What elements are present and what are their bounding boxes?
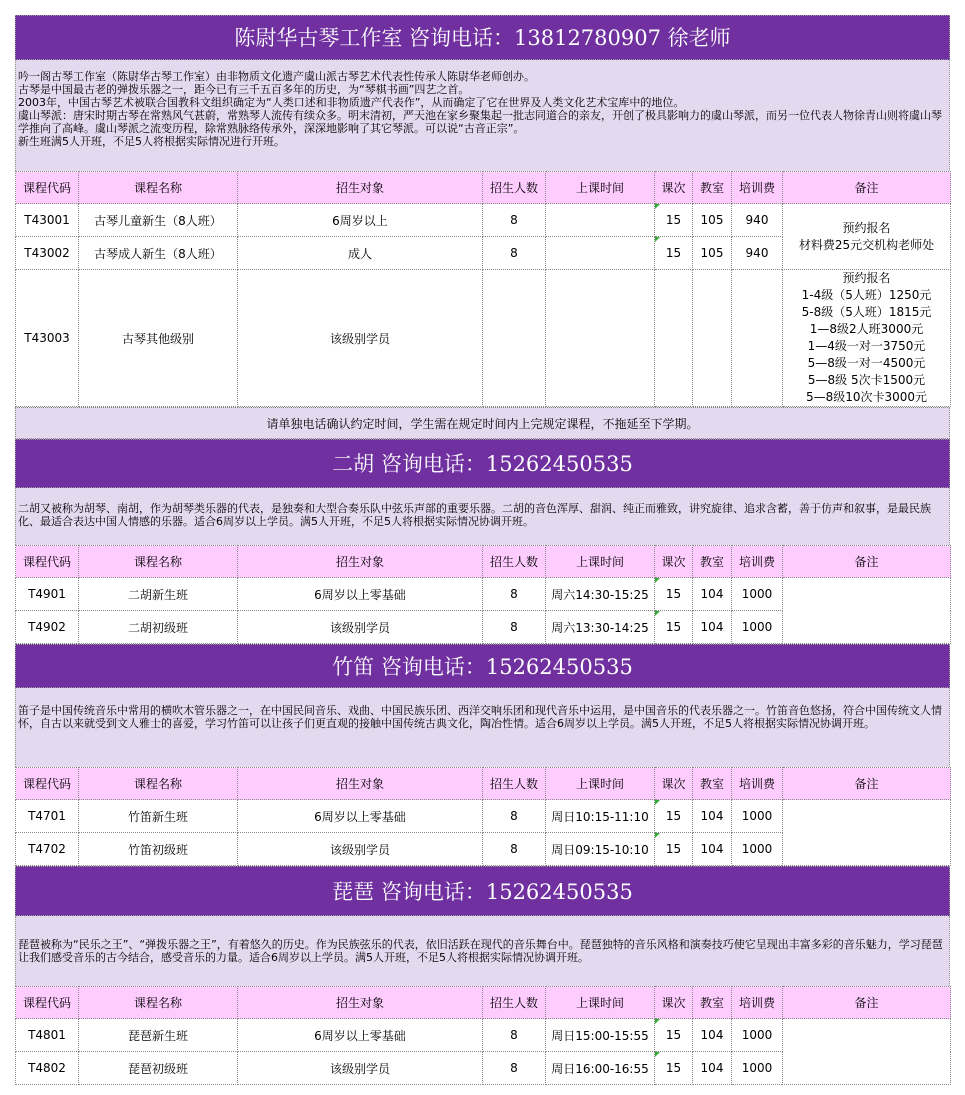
note-line: 预约报名: [842, 220, 891, 235]
course-note: [783, 204, 951, 270]
header-room: 教室: [693, 172, 732, 204]
guqin-course-table: [15, 171, 951, 407]
course-sessions: 15: [655, 611, 693, 644]
course-name: 竹笛初级班: [79, 833, 238, 866]
dizi-intro: [15, 688, 950, 767]
guqin-section: [15, 15, 950, 439]
course-code: T43003: [16, 270, 79, 407]
header-quota: 招生人数: [483, 546, 546, 578]
pipa-intro: [15, 916, 950, 986]
header-sessions: 课次: [655, 768, 693, 800]
course-time: 周日10:15-11:10: [546, 800, 655, 833]
header-target: 招生对象: [238, 987, 483, 1019]
guqin-intro-line-3: 2003年，中国古琴艺术被联合国教科文组织确定为“人类口述和非物质遗产代表作”，从而确定了它在世界及人类文化艺术宝库中的地位。: [18, 96, 685, 109]
course-code: T43001: [16, 204, 79, 237]
erhu-intro: [15, 488, 950, 545]
erhu-banner: 二胡 咨询电话：15262450535: [15, 439, 950, 488]
course-fee: 1000: [732, 800, 783, 833]
course-room: 104: [693, 1052, 732, 1085]
course-note: [783, 578, 951, 644]
course-name: 琵琶初级班: [79, 1052, 238, 1085]
course-fee: [732, 270, 783, 407]
header-code: 课程代码: [16, 172, 79, 204]
course-target: 6周岁以上零基础: [238, 578, 483, 611]
course-sessions: 15: [655, 204, 693, 237]
course-quota: 8: [483, 611, 546, 644]
pipa-section: [15, 866, 950, 1085]
note-line: 5—8级10次卡3000元: [805, 390, 928, 404]
header-sessions: 课次: [655, 987, 693, 1019]
course-fee: 1000: [732, 1052, 783, 1085]
course-target: 6周岁以上零基础: [238, 800, 483, 833]
course-time: 周日15:00-15:55: [546, 1019, 655, 1052]
course-name: 古琴儿童新生（8人班）: [79, 204, 238, 237]
table-header-row: [16, 172, 951, 204]
header-name: 课程名称: [79, 987, 238, 1019]
course-room: 105: [693, 204, 732, 237]
course-sessions: [655, 270, 693, 407]
course-quota: 8: [483, 1052, 546, 1085]
course-time: 周六14:30-15:25: [546, 578, 655, 611]
erhu-course-table: [15, 545, 951, 644]
course-code: T4701: [16, 800, 79, 833]
course-code: T4901: [16, 578, 79, 611]
header-target: 招生对象: [238, 546, 483, 578]
course-fee: 1000: [732, 611, 783, 644]
course-code: T43002: [16, 237, 79, 270]
dizi-course-table: [15, 767, 951, 866]
course-quota: 8: [483, 800, 546, 833]
course-fee: 940: [732, 204, 783, 237]
table-row: [16, 1019, 951, 1052]
course-fee: 1000: [732, 578, 783, 611]
course-name: 二胡初级班: [79, 611, 238, 644]
header-code: 课程代码: [16, 987, 79, 1019]
guqin-intro-line-4: 虞山琴派：唐宋时期古琴在常熟风气甚蔚，常熟琴人流传有续众多。明末清初，严天池在家乡聚集起一批志同道合的亲友，开创了极具影响力的虞山琴派，而另一位代表人物徐青山则将虞山琴学推向了高峰。虞山琴派之流变历程，除常熟脉络传承外，深深地影响了其它琴派。可以说“古音正宗”。: [18, 109, 942, 135]
course-time: [546, 204, 655, 237]
header-code: 课程代码: [16, 546, 79, 578]
header-note: 备注: [783, 768, 951, 800]
header-time: 上课时间: [546, 546, 655, 578]
header-name: 课程名称: [79, 768, 238, 800]
course-quota: 8: [483, 204, 546, 237]
header-quota: 招生人数: [483, 172, 546, 204]
header-sessions: 课次: [655, 172, 693, 204]
header-room: 教室: [693, 546, 732, 578]
header-quota: 招生人数: [483, 987, 546, 1019]
course-room: 104: [693, 578, 732, 611]
pipa-banner: 琵琶 咨询电话：15262450535: [15, 866, 950, 916]
table-row: [16, 270, 951, 407]
erhu-intro-text: 二胡又被称为胡琴、南胡，作为胡琴类乐器的代表，是独奏和大型合奏乐队中弦乐声部的重要乐器。二胡的音色浑厚、甜润、纯正而雅致，讲究旋律、追求含蓄，善于仿声和叙事，是最民族化、最适合表达中国人情感的乐器。适合6周岁以上学员。满5人开班，不足5人将根据实际情况协调开班。: [18, 502, 931, 528]
course-room: 104: [693, 611, 732, 644]
table-row: [16, 800, 951, 833]
guqin-intro-line-1: 吟一阁古琴工作室（陈尉华古琴工作室）由非物质文化遗产虞山派古琴艺术代表性传承人陈尉华老师创办。: [18, 70, 535, 83]
course-quota: [483, 270, 546, 407]
course-sessions: 15: [655, 800, 693, 833]
header-note: 备注: [783, 546, 951, 578]
course-fee: 940: [732, 237, 783, 270]
header-quota: 招生人数: [483, 768, 546, 800]
table-header-row: [16, 987, 951, 1019]
course-target: 6周岁以上零基础: [238, 1019, 483, 1052]
course-room: 104: [693, 833, 732, 866]
header-code: 课程代码: [16, 768, 79, 800]
guqin-intro: [15, 60, 950, 171]
course-code: T4702: [16, 833, 79, 866]
course-time: 周六13:30-14:25: [546, 611, 655, 644]
header-room: 教室: [693, 768, 732, 800]
course-room: 104: [693, 800, 732, 833]
course-sessions: 15: [655, 237, 693, 270]
course-name: 二胡新生班: [79, 578, 238, 611]
course-time: [546, 270, 655, 407]
course-room: 104: [693, 1019, 732, 1052]
header-note: 备注: [783, 172, 951, 204]
table-header-row: [16, 768, 951, 800]
guqin-notice: 请单独电话确认约定时间，学生需在规定时间内上完规定课程，不拖延至下学期。: [15, 407, 950, 439]
header-target: 招生对象: [238, 172, 483, 204]
course-target: 成人: [238, 237, 483, 270]
header-name: 课程名称: [79, 172, 238, 204]
note-line: 材料费25元交机构老师处: [798, 237, 935, 252]
erhu-section: [15, 439, 950, 644]
course-name: 琵琶新生班: [79, 1019, 238, 1052]
course-target: 6周岁以上: [238, 204, 483, 237]
course-time: 周日16:00-16:55: [546, 1052, 655, 1085]
note-line: 5-8级（5人班）1815元: [801, 305, 932, 319]
course-quota: 8: [483, 237, 546, 270]
table-row: [16, 204, 951, 237]
header-room: 教室: [693, 987, 732, 1019]
course-name: 竹笛新生班: [79, 800, 238, 833]
header-name: 课程名称: [79, 546, 238, 578]
header-fee: 培训费: [732, 768, 783, 800]
guqin-intro-line-2: 古琴是中国最古老的弹拨乐器之一，距今已有三千五百多年的历史，为“琴棋书画”四艺之首。: [18, 83, 470, 96]
course-fee: 1000: [732, 1019, 783, 1052]
header-note: 备注: [783, 987, 951, 1019]
note-line: 1-4级（5人班）1250元: [801, 288, 932, 302]
course-sessions: 15: [655, 1019, 693, 1052]
course-code: T4902: [16, 611, 79, 644]
note-line: 5—8级一对一4500元: [807, 356, 926, 370]
table-row: [16, 578, 951, 611]
course-code: T4801: [16, 1019, 79, 1052]
course-note: [783, 1019, 951, 1085]
course-target: 该级别学员: [238, 1052, 483, 1085]
course-sessions: 15: [655, 1052, 693, 1085]
dizi-intro-text: 笛子是中国传统音乐中常用的横吹木管乐器之一，在中国民间音乐、戏曲、中国民族乐团、西洋交响乐团和现代音乐中运用，是中国音乐的代表乐器之一。竹笛音色悠扬，符合中国传统文人情怀，自古以来就受到文人雅士的喜爱，学习竹笛可以让孩子们更直观的接触中国传统古典文化，陶冶性情。适合6周岁以上学员。满5人开班，不足5人将根据实际情况协调开班。: [18, 704, 942, 730]
table-header-row: [16, 546, 951, 578]
course-quota: 8: [483, 578, 546, 611]
header-fee: 培训费: [732, 987, 783, 1019]
header-time: 上课时间: [546, 768, 655, 800]
course-note: [783, 270, 951, 407]
course-note: [783, 800, 951, 866]
pipa-intro-text: 琵琶被称为“民乐之王”、“弹拨乐器之王”，有着悠久的历史。作为民族弦乐的代表，依旧活跃在现代的音乐舞台中。琵琶独特的音乐风格和演奏技巧使它呈现出丰富多彩的音乐魅力，学习琵琶让我们感受音乐的古今结合，感受音乐的力量。适合6周岁以上学员。满5人开班，不足5人将根据实际情况协调开班。: [18, 938, 943, 964]
course-target: 该级别学员: [238, 833, 483, 866]
course-sessions: 15: [655, 578, 693, 611]
course-name: 古琴成人新生（8人班）: [79, 237, 238, 270]
note-line: 1—4级一对一3750元: [807, 339, 926, 353]
pipa-course-table: [15, 986, 951, 1085]
course-time: [546, 237, 655, 270]
header-target: 招生对象: [238, 768, 483, 800]
course-name: 古琴其他级别: [79, 270, 238, 407]
course-target: 该级别学员: [238, 270, 483, 407]
note-line: 预约报名: [842, 271, 891, 285]
course-quota: 8: [483, 833, 546, 866]
header-fee: 培训费: [732, 546, 783, 578]
dizi-section: [15, 644, 950, 866]
note-line: 5—8级 5次卡1500元: [807, 373, 926, 387]
course-quota: 8: [483, 1019, 546, 1052]
guqin-intro-line-5: 新生班满5人开班，不足5人将根据实际情况进行开班。: [18, 135, 285, 148]
header-time: 上课时间: [546, 172, 655, 204]
header-fee: 培训费: [732, 172, 783, 204]
course-sessions: 15: [655, 833, 693, 866]
course-fee: 1000: [732, 833, 783, 866]
course-room: [693, 270, 732, 407]
note-line: 1—8级2人班3000元: [809, 322, 924, 336]
header-sessions: 课次: [655, 546, 693, 578]
header-time: 上课时间: [546, 987, 655, 1019]
guqin-banner: 陈尉华古琴工作室 咨询电话：13812780907 徐老师: [15, 15, 950, 60]
course-target: 该级别学员: [238, 611, 483, 644]
course-room: 105: [693, 237, 732, 270]
course-code: T4802: [16, 1052, 79, 1085]
course-time: 周日09:15-10:10: [546, 833, 655, 866]
dizi-banner: 竹笛 咨询电话：15262450535: [15, 644, 950, 688]
